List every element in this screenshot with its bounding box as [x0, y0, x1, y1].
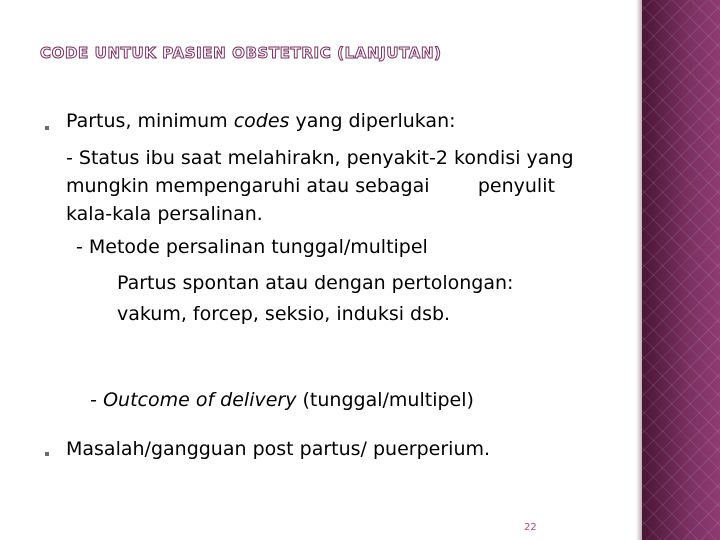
outcome-italic: Outcome of delivery [103, 389, 297, 411]
bullet-1-lead-italic: codes [233, 110, 290, 132]
bullet-1-line-3: mungkin mempengaruhi atau sebagai penyulit [66, 175, 555, 197]
page-number: 22 [524, 522, 537, 533]
bullet-1-line-6: Partus spontan atau dengan pertolongan: [117, 272, 514, 294]
bullet-icon [45, 126, 49, 130]
bullet-1-line-7: vakum, forcep, seksio, induksi dsb. [117, 303, 451, 325]
bullet-2: Masalah/gangguan post partus/ puerperium. [66, 438, 491, 460]
bullet-1-lead: Partus, minimum [66, 110, 234, 132]
bullet-1-line-5: - Metode persalinan tunggal/multipel [76, 236, 428, 258]
bullet-1-line-1 [66, 112, 456, 131]
outcome-dash: - [90, 389, 104, 411]
bullet-1-line-4: kala-kala persalinan. [66, 203, 263, 225]
decorative-side-band [642, 0, 720, 540]
bullet-1-line-2: - Status ibu saat melahirakn, penyakit-2 kondisi yang [66, 147, 574, 169]
outcome-line [66, 372, 474, 429]
bullet-1-lead-tail: yang diperlukan: [289, 110, 456, 132]
slide-title: CODE UNTUK PASIEN OBSTETRIC (LANJUTAN) [40, 44, 442, 62]
bullet-icon [45, 452, 49, 456]
outcome-tail: (tunggal/multipel) [296, 389, 474, 411]
